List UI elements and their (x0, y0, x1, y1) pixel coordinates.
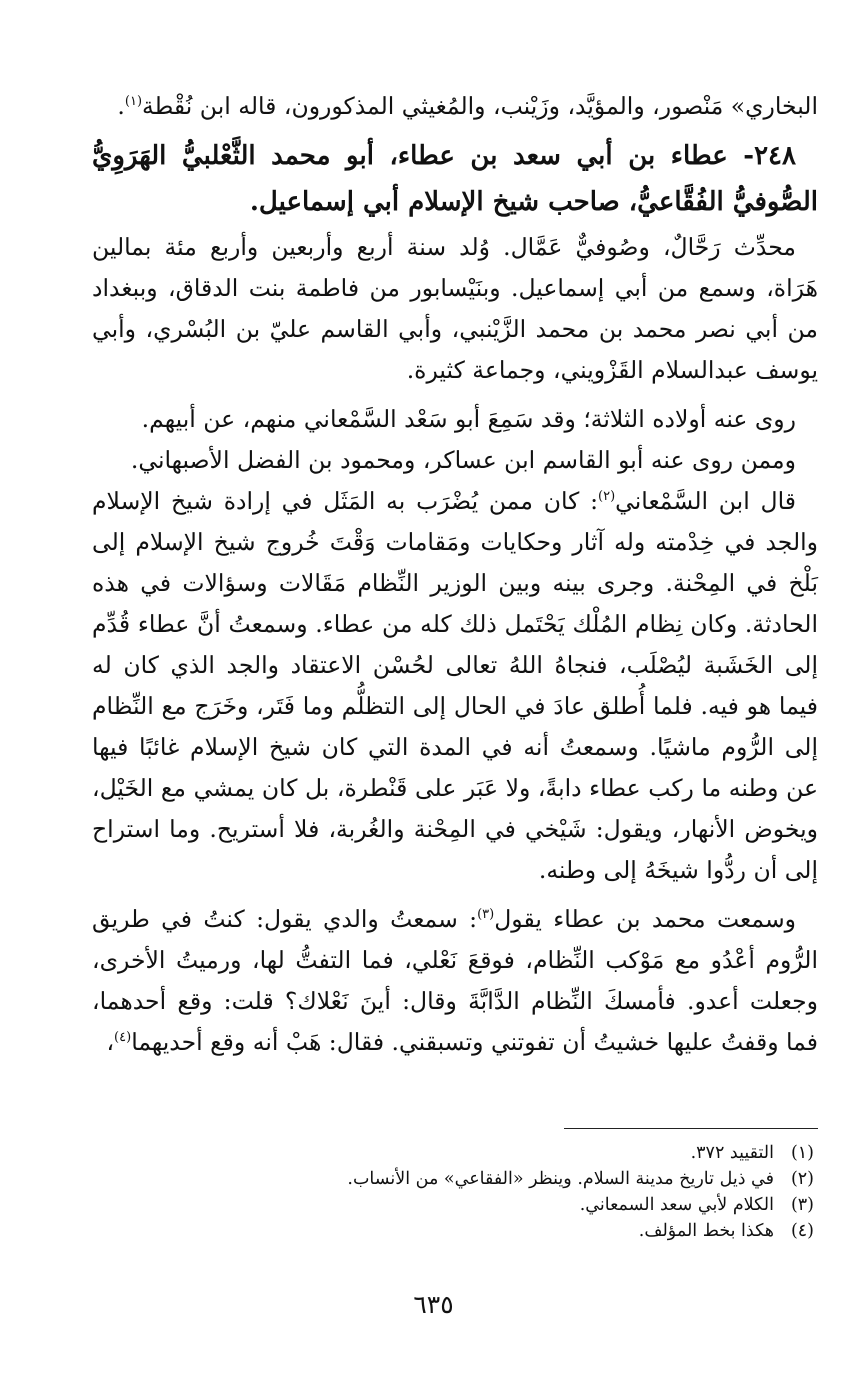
footnote-text: في ذيل تاريخ مدينة السلام. وينظر «الفقاعي» من الأنساب. (347, 1169, 774, 1189)
page-body (92, 86, 818, 1063)
paragraph-continuation (92, 86, 818, 127)
paragraph-text: ، (106, 1028, 115, 1056)
footnote-text: الكلام لأبي سعد السمعاني. (579, 1195, 774, 1215)
footnote-ref-1[interactable]: (١) (124, 94, 143, 110)
paragraph-text: قال ابن السَّمْعاني (615, 487, 796, 515)
footnote-3 (92, 1192, 814, 1218)
paragraph-text: : كان ممن يُضْرَب به المَثَل في إرادة شيخ الإسلام والجد في خِدْمته وله آثار وحكايات ومَقامات وَقْتَ خُروج شيخ الإسلام إلى بَلْخ في المِحْنة. وجرى بينه وبين الوزير النِّظام مَقَالات وسؤالات في هذه الحادثة. وكان نِظام المُلْك يَحْتَمل ذلك كله من عطاء. وسمعتُ أنَّ عطاء قُدِّم إلى الخَشَبة ليُصْلَب، فنجاهُ اللهُ تعالى لحُسْن الاعتقاد والجد الذي كان له فيما هو فيه. فلما أُطلق عادَ في الحال إلى التظلُّم وما فَتَر، وخَرَج مع النِّظام إلى الرُّوم ماشيًا. وسمعتُ أنه في المدة التي كان شيخ الإسلام غائبًا فيها عن وطنه ما ركب عطاء دابةً، ولا عَبَر على قَنْطرة، بل كان يمشي مع الخَيْل، ويخوض الأنهار، ويقول: شَيْخي في المِحْنة والغُربة، فلا أستريح. وما استراح إلى أن ردُّوا شيخَهُ إلى وطنه. (92, 487, 818, 884)
footnote-number: (١) (790, 1143, 814, 1163)
entry-heading: ٢٤٨- عطاء بن أبي سعد بن عطاء، أبو محمد الثَّعْلبيُّ الهَرَوِيُّ الصُّوفيُّ الفُقَّاعيُّ، صاحب شيخ الإسلام أبي إسماعيل. (92, 141, 818, 217)
paragraph-narrators: روى عنه أولاده الثلاثة؛ وقد سَمِعَ أبو سَعْد السَّمْعاني منهم، عن أبيهم. (141, 405, 796, 433)
paragraph-anecdote (92, 899, 818, 1063)
footnote-text: هكذا بخط المؤلف. (638, 1221, 774, 1241)
paragraph-text: : سمعتُ والدي يقول: كنتُ في طريق الرُّوم أعْدُو مع مَوْكب النِّظام، فوقعَ نَعْلي، فما التفتُّ لها، ورميتُ الأخرى، وجعلت أعدو. فأمسكَ النِّظام الدَّابَّةَ وقال: أينَ نَعْلاك؟ قلت: وقع أحدهما، فما وقفتُ عليها خشيتُ أن تفوتني وتسبقني. فقال: هَبْ أنه وقع أحديهما (92, 905, 818, 1056)
footnote-1 (92, 1140, 814, 1166)
footnote-ref-2[interactable]: (٢) (598, 489, 616, 505)
footnote-2 (92, 1166, 814, 1192)
paragraph-text: وسمعت محمد بن عطاء يقول (494, 905, 796, 933)
footnote-4 (92, 1218, 814, 1244)
footnote-number: (٣) (790, 1195, 814, 1215)
footnote-number: (٢) (790, 1169, 814, 1189)
paragraph-narrators-2: وممن روى عنه أبو القاسم ابن عساكر، ومحمود بن الفضل الأصبهاني. (130, 446, 796, 474)
footnote-ref-4[interactable]: (٤) (114, 1030, 132, 1046)
footnote-number: (٤) (790, 1221, 814, 1241)
paragraph-text: . (117, 92, 125, 120)
footnote-text: التقييد ٣٧٢. (690, 1143, 774, 1163)
footnote-ref-3[interactable]: (٣) (477, 907, 495, 923)
footnotes (92, 1140, 814, 1244)
paragraph-biography: محدِّث رَحَّالٌ، وصُوفيٌّ عَمَّال. وُلد سنة أربع وأربعين وأربع مئة بمالين هَرَاة، وسمع من أبي إسماعيل. وبنَيْسابور من فاطمة بنت الدقاق، وببغداد من أبي نصر محمد بن محمد الزَّيْنبي، وأبي القاسم عليّ بن البُسْري، وأبي يوسف عبدالسلام القَزْويني، وجماعة كثيرة. (92, 233, 818, 384)
footnote-divider (564, 1128, 818, 1129)
page-number: ٦٣٥ (413, 1290, 454, 1319)
paragraph-samani-quote (92, 481, 818, 891)
paragraph-text: البخاري» مَنْصور، والمؤيَّد، وزَيْنب، والمُغيثي المذكورون، قاله ابن نُقْطة (142, 92, 818, 120)
